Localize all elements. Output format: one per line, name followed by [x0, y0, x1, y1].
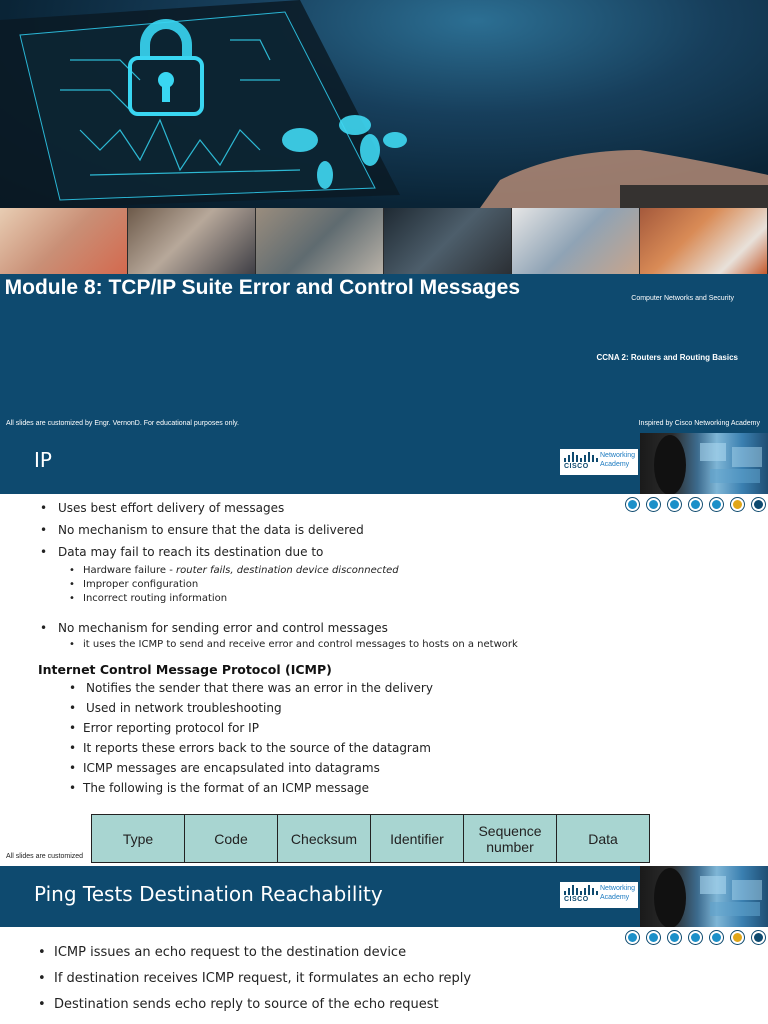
lock-icon[interactable]: [730, 497, 745, 512]
slide-header: [0, 433, 768, 494]
photo-strip: [0, 208, 768, 274]
inspired-by-note: Inspired by Cisco Networking Academy: [638, 420, 760, 427]
strip-photo: [512, 208, 640, 274]
icmp-heading: Internet Control Message Protocol (ICMP): [38, 662, 332, 677]
network-icon[interactable]: [709, 930, 724, 945]
customization-note: All slides are customized: [6, 853, 84, 860]
document-icon[interactable]: [646, 930, 661, 945]
cisco-academy-logo: CISCO Networking Academy: [560, 882, 638, 908]
error-mechanism-list: [40, 621, 388, 635]
ping-bullet-list: [38, 945, 471, 1012]
title-area: [0, 274, 768, 433]
list-item: • ICMP messages are encapsulated into datagrams: [69, 761, 433, 775]
icmp-point-list: [69, 681, 433, 795]
info-icon[interactable]: [751, 497, 766, 512]
strip-photo: [640, 208, 768, 274]
list-item: • If destination receives ICMP request, it formulates an echo reply: [38, 971, 471, 986]
list-item: • Hardware failure - router fails, destination device disconnected: [69, 565, 399, 576]
icmp-format-table: [91, 814, 650, 863]
list-item: • It reports these errors back to the source of the datagram: [69, 741, 433, 755]
list-item: • Used in network troubleshooting: [69, 701, 433, 715]
header-photo: [640, 433, 768, 494]
icmp-use-list: [69, 639, 518, 650]
slide-title: IP: [34, 448, 52, 472]
table-cell: Type: [92, 815, 185, 863]
book-icon[interactable]: [688, 930, 703, 945]
strip-photo: [384, 208, 512, 274]
slide-title: Ping Tests Destination Reachability: [34, 882, 383, 906]
header-photo: [640, 866, 768, 927]
list-item: • Destination sends echo reply to source of the echo request: [38, 997, 471, 1012]
document-icon[interactable]: [646, 497, 661, 512]
list-item: • Uses best effort delivery of messages: [40, 501, 364, 515]
table-row: [92, 815, 650, 863]
list-item: • Incorrect routing information: [69, 593, 399, 604]
ip-bullet-list: [40, 501, 364, 559]
nav-icons: [625, 930, 766, 945]
module-title: Module 8: TCP/IP Suite Error and Control Messages: [4, 276, 520, 299]
table-cell: Data: [557, 815, 650, 863]
course-label: Computer Networks and Security: [631, 295, 734, 302]
failure-reason-list: [69, 565, 399, 604]
tools-icon[interactable]: [667, 930, 682, 945]
security-tablet-illustration: [0, 0, 768, 208]
strip-photo: [256, 208, 384, 274]
table-cell: Checksum: [278, 815, 371, 863]
course-subtitle: CCNA 2: Routers and Routing Basics: [596, 353, 738, 362]
list-item: • Improper configuration: [69, 579, 399, 590]
network-icon[interactable]: [709, 497, 724, 512]
list-item: • it uses the ICMP to send and receive error and control messages to hosts on a network: [69, 639, 518, 650]
lock-icon[interactable]: [730, 930, 745, 945]
table-cell: Sequence number: [464, 815, 557, 863]
info-icon[interactable]: [751, 930, 766, 945]
strip-photo: [128, 208, 256, 274]
table-cell: Identifier: [371, 815, 464, 863]
table-cell: Code: [185, 815, 278, 863]
nav-icons: [625, 497, 766, 512]
title-slide: [0, 0, 768, 433]
hero-image: [0, 0, 768, 208]
strip-photo: [0, 208, 128, 274]
list-item: • Error reporting protocol for IP: [69, 721, 433, 735]
ping-slide: [0, 866, 768, 1024]
slide-header: [0, 866, 768, 927]
list-item: • No mechanism for sending error and control messages: [40, 621, 388, 635]
customization-note: All slides are customized by Engr. VernonD. For educational purposes only.: [6, 420, 239, 427]
list-item: • Data may fail to reach its destination due to: [40, 545, 364, 559]
book-icon[interactable]: [688, 497, 703, 512]
ip-slide: [0, 433, 768, 866]
list-item: • No mechanism to ensure that the data is delivered: [40, 523, 364, 537]
list-item: • Notifies the sender that there was an error in the delivery: [69, 681, 433, 695]
globe-icon[interactable]: [625, 497, 640, 512]
tools-icon[interactable]: [667, 497, 682, 512]
list-item: • The following is the format of an ICMP message: [69, 781, 433, 795]
globe-icon[interactable]: [625, 930, 640, 945]
cisco-academy-logo: CISCO Networking Academy: [560, 449, 638, 475]
list-item: • ICMP issues an echo request to the destination device: [38, 945, 471, 960]
